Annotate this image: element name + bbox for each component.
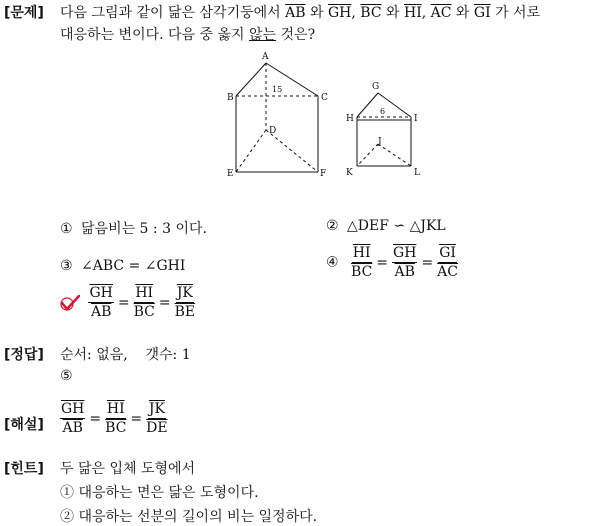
hint-line-2: ① 대응하는 면은 닮은 도형이다.	[60, 485, 259, 501]
choice-text: △DEF ∽ △JKL	[347, 218, 446, 234]
choice-4[interactable]	[326, 246, 458, 279]
answer-tag: [정답]	[4, 347, 44, 363]
choice-number: ④	[326, 254, 339, 271]
fraction: $\frac{\overline{GI}}{AC}$	[437, 245, 458, 280]
segment-ab: $\overline{AB}$	[285, 5, 306, 21]
label-l: L	[414, 168, 420, 178]
fraction: $\frac{\overline{GH}}{AB}$	[393, 245, 417, 280]
fraction: $\frac{\overline{JK}}{DE}$	[146, 401, 168, 436]
underlined-word: 않는	[249, 27, 277, 43]
length-label: 15	[272, 85, 283, 94]
label-e: E	[227, 169, 234, 179]
equals-sign: =	[421, 254, 434, 271]
explanation-formula	[60, 402, 168, 435]
choice-5[interactable]	[60, 286, 195, 319]
fraction: $\frac{\overline{HI}}{BC}$	[351, 245, 373, 280]
word-wa: 와	[386, 5, 400, 21]
segment-gh: $\overline{GH}$	[327, 5, 352, 21]
problem-text: 다음 그림과 같이 닮은 삼각기둥에서	[60, 5, 281, 21]
length-label: 6	[380, 107, 386, 116]
label-i: I	[414, 114, 418, 124]
fraction: $\frac{\overline{GH}}{AB}$	[61, 401, 85, 436]
equals-sign: =	[130, 410, 143, 427]
fraction: $\frac{\overline{JK}}{BE}$	[174, 285, 196, 320]
large-prism	[236, 63, 318, 172]
segment-hi: $\overline{HI}$	[403, 5, 422, 21]
choice-text: ∠ABC = ∠GHI	[81, 258, 186, 274]
hint-line-1: 두 닮은 입체 도형에서	[60, 461, 196, 477]
label-b: B	[227, 93, 234, 103]
edge-jk	[357, 144, 378, 166]
small-prism	[357, 93, 411, 166]
segment-gi: $\overline{GI}$	[473, 5, 491, 21]
word-wa: 와	[455, 5, 470, 21]
large-prism-labels	[227, 52, 328, 179]
checkmark-icon	[60, 294, 80, 312]
choice-number: ①	[60, 221, 73, 237]
word-wa: 와	[309, 5, 324, 21]
equals-sign: =	[158, 294, 171, 311]
comma: ,	[421, 5, 427, 21]
label-j: J	[378, 137, 382, 147]
edge-de	[236, 130, 266, 172]
fraction: $\frac{\overline{GH}}{AB}$	[89, 285, 113, 320]
hint-tag: [힌트]	[4, 461, 44, 477]
segment-bc: $\overline{BC}$	[360, 5, 382, 21]
choice-number: ②	[326, 218, 339, 234]
label-h: H	[346, 114, 354, 124]
equals-sign: =	[376, 254, 389, 271]
choice-text: 닮음비는 5 : 3 이다.	[81, 221, 207, 237]
prism-figures	[0, 0, 592, 200]
equals-sign: =	[117, 294, 130, 311]
equals-sign: =	[89, 410, 102, 427]
edge-df	[266, 130, 318, 172]
label-f: F	[320, 169, 327, 179]
problem-text: 대응하는 변이다. 다음 중 옳지	[60, 27, 245, 43]
edge-ab	[236, 63, 266, 96]
problem-tag: [문제]	[4, 5, 44, 21]
fraction: $\frac{\overline{HI}}{BC}$	[133, 285, 155, 320]
answer-value: ⑤	[60, 368, 73, 384]
label-a: A	[262, 52, 269, 62]
label-g: G	[372, 82, 380, 92]
choice-3[interactable]	[60, 258, 185, 274]
comma: ,	[351, 5, 356, 21]
choice-number: ③	[60, 258, 73, 274]
problem-text-end: 것은?	[280, 27, 316, 43]
edge-jl	[378, 144, 411, 166]
label-c: C	[321, 93, 328, 103]
hint-line-3: ② 대응하는 선분의 길이의 비는 일정하다.	[60, 509, 318, 525]
choice-2[interactable]	[326, 218, 446, 234]
problem-text-end: 가 서로	[495, 5, 541, 21]
answer-line: 순서: 없음, 갯수: 1	[60, 347, 191, 363]
label-k: K	[346, 168, 353, 178]
edge-gh	[357, 93, 378, 117]
explanation-tag: [해설]	[4, 417, 44, 433]
fraction: $\frac{\overline{HI}}{BC}$	[105, 401, 127, 436]
label-d: D	[269, 126, 277, 136]
segment-ac: $\overline{AC}$	[430, 5, 452, 21]
choice-1[interactable]	[60, 218, 207, 238]
